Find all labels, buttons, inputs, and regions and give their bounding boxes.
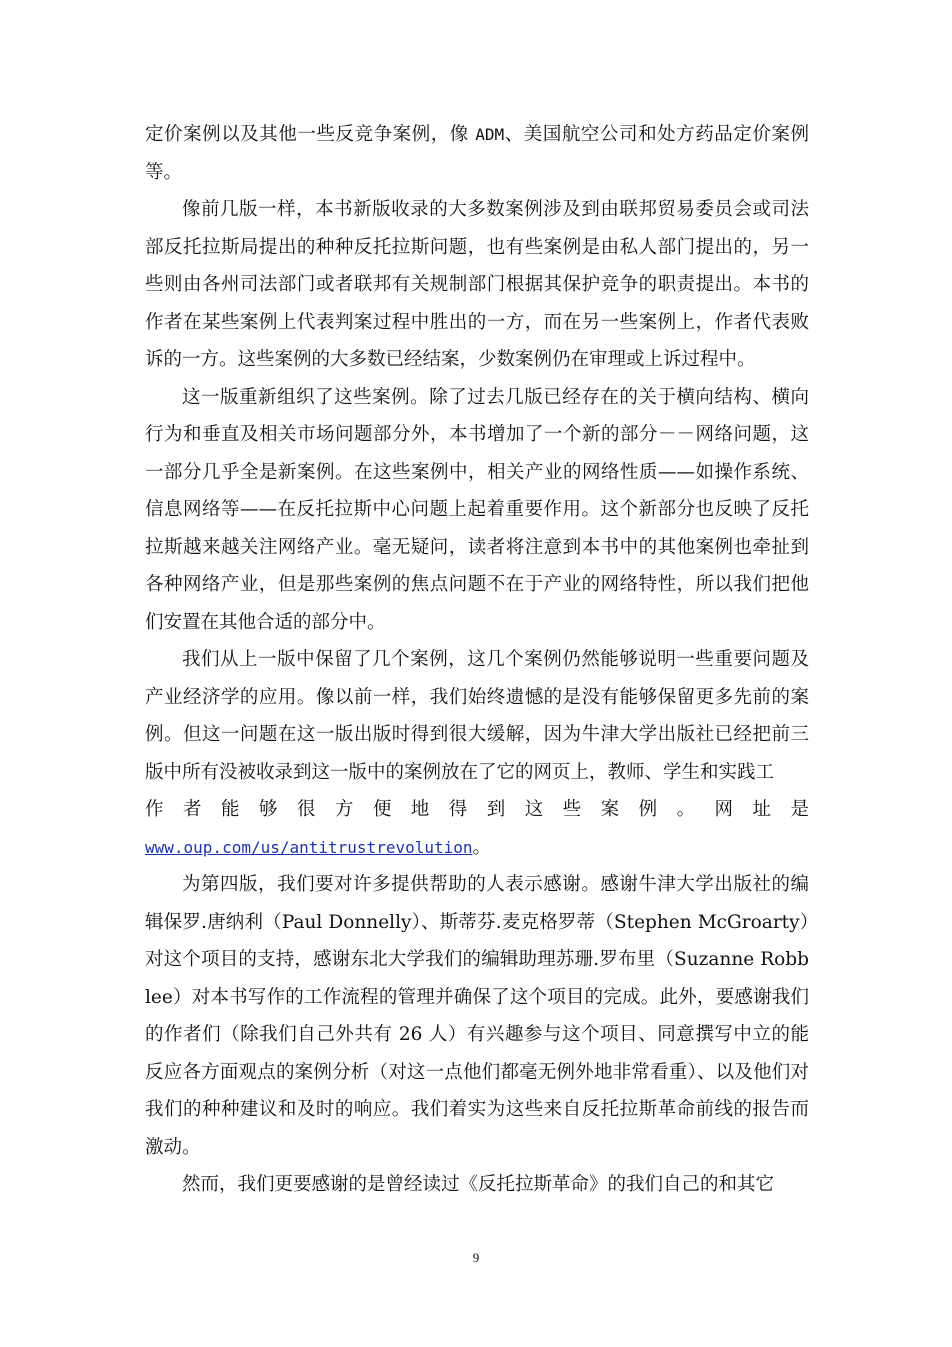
paragraph-5: 为第四版，我们要对许多提供帮助的人表示感谢。感谢牛津大学出版社的编辑保罗.唐纳利（Paul Donnelly）、斯蒂芬.麦克格罗蒂（Stephen McGroarty）对这个项目的支持，感谢东北大学我们的编辑助理苏珊.罗布里（Suzanne Robblee）对本书写作的工作流程的管理并确保了这个项目的完成。此外，要感谢我们的作者们（除我们自己外共有 26 人）有兴趣参与这个项目、同意撰写中立的能反应各方面观点的案例分析（对这一点他们都毫无例外地非常看重）、以及他们对我们的种种建议和及时的响应。我们着实为这些来自反托拉斯革命前线的报告而激动。 — [145, 874, 809, 1158]
paragraph-1 — [145, 116, 809, 191]
paragraph-3: 这一版重新组织了这些案例。除了过去几版已经存在的关于横向结构、横向行为和垂直及相关市场问题部分外，本书增加了一个新的部分－－网络问题，这一部分几乎全是新案例。在这些案例中，相关产业的网络性质——如操作系统、信息网络等——在反托拉斯中心问题上起着重要作用。这个新部分也反映了反托拉斯越来越关注网络产业。毫无疑问，读者将注意到本书中的其他案例也牵扯到各种网络产业，但是那些案例的焦点问题不在于产业的网络特性，所以我们把他们安置在其他合适的部分中。 — [145, 386, 809, 633]
paragraph-4-url-line — [145, 829, 809, 867]
paragraph-1-text-a: 定价案例以及其他一些反竞争案例，像 — [145, 124, 476, 145]
paragraph-4-end: 。 — [472, 836, 492, 858]
paragraph-4-spread-line: 作者能够很方便地得到这些案例。网址是 — [145, 799, 809, 820]
paragraph-4 — [145, 641, 809, 791]
paragraph-4-text: 我们从上一版中保留了几个案例，这几个案例仍然能够说明一些重要问题及产业经济学的应用。像以前一样，我们始终遗憾的是没有能够保留更多先前的案例。但这一问题在这一版出版时得到很大缓解，因为牛津大学出版社已经把前三版中所有没被收录到这一版中的案例放在了它的网页上，教师、学生和实践工 — [145, 649, 809, 783]
body-text — [145, 116, 809, 1204]
paragraph-1-text-b: 、美国航空公司和处方药品定价案例等。 — [145, 124, 809, 183]
adm-abbreviation: ADM — [475, 125, 505, 144]
website-link[interactable]: www.oup.com/us/antitrustrevolution — [145, 837, 473, 857]
paragraph-6: 然而，我们更要感谢的是曾经读过《反托拉斯革命》的我们自己的和其它 — [182, 1174, 775, 1195]
paragraph-2: 像前几版一样，本书新版收录的大多数案例涉及到由联邦贸易委员会或司法部反托拉斯局提出的种种反托拉斯问题，也有些案例是由私人部门提出的，另一些则由各州司法部门或者联邦有关规制部门根据其保护竞争的职责提出。本书的作者在某些案例上代表判案过程中胜出的一方，而在另一些案例上，作者代表败诉的一方。这些案例的大多数已经结案，少数案例仍在审理或上诉过程中。 — [145, 199, 809, 370]
page-number: 9 — [472, 1250, 480, 1265]
